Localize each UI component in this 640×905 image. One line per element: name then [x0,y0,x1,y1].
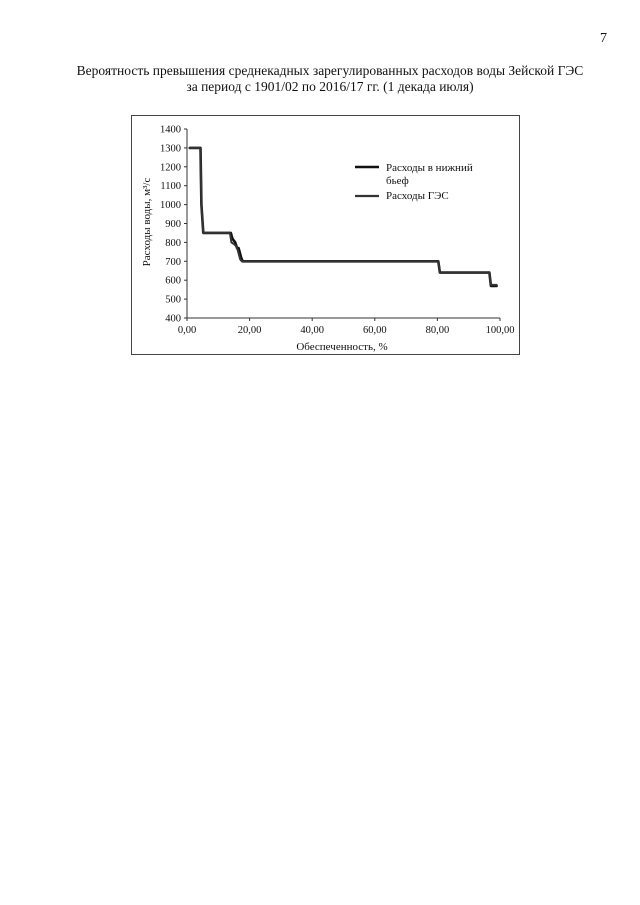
x-tick-label: 0,00 [177,325,197,336]
chart-title-line-1: Вероятность превышения среднекадных зарегулированных расходов воды Зейской ГЭС [76,63,584,78]
y-tick-label: 1400 [160,124,181,136]
x-axis-ticks [178,318,515,336]
y-axis-ticks [160,125,187,325]
chart-title-line-2: за период с 1901/02 по 2016/17 гг. (1 декада июля) [186,79,474,94]
y-tick-label: 700 [165,256,181,268]
legend-label-hpp: Расходы ГЭС [386,190,449,202]
chart-axes [187,129,500,318]
legend-label-tailwater-2: бьеф [386,175,409,187]
y-tick-label: 800 [165,237,181,249]
legend-label-tailwater-1: Расходы в нижний [386,162,473,174]
y-tick-label: 900 [165,219,181,230]
x-axis-label: Обеспеченность, % [296,341,388,353]
y-tick-label: 1100 [160,181,181,193]
y-tick-label: 500 [165,294,181,306]
x-tick-label: 20,00 [237,325,262,336]
y-tick-label: 400 [165,313,181,325]
page-number: 7 [600,31,607,46]
x-tick-label: 40,00 [300,325,325,336]
x-tick-label: 80,00 [425,325,450,336]
y-tick-label: 600 [165,275,181,287]
x-tick-label: 100,00 [485,325,515,336]
chart-legend [355,162,473,202]
y-tick-label: 1200 [160,162,181,174]
y-tick-label: 1300 [160,143,181,155]
y-axis-label: Расходы воды, м³/с [141,177,153,267]
y-tick-label: 1000 [160,200,181,212]
x-tick-label: 60,00 [362,325,387,336]
